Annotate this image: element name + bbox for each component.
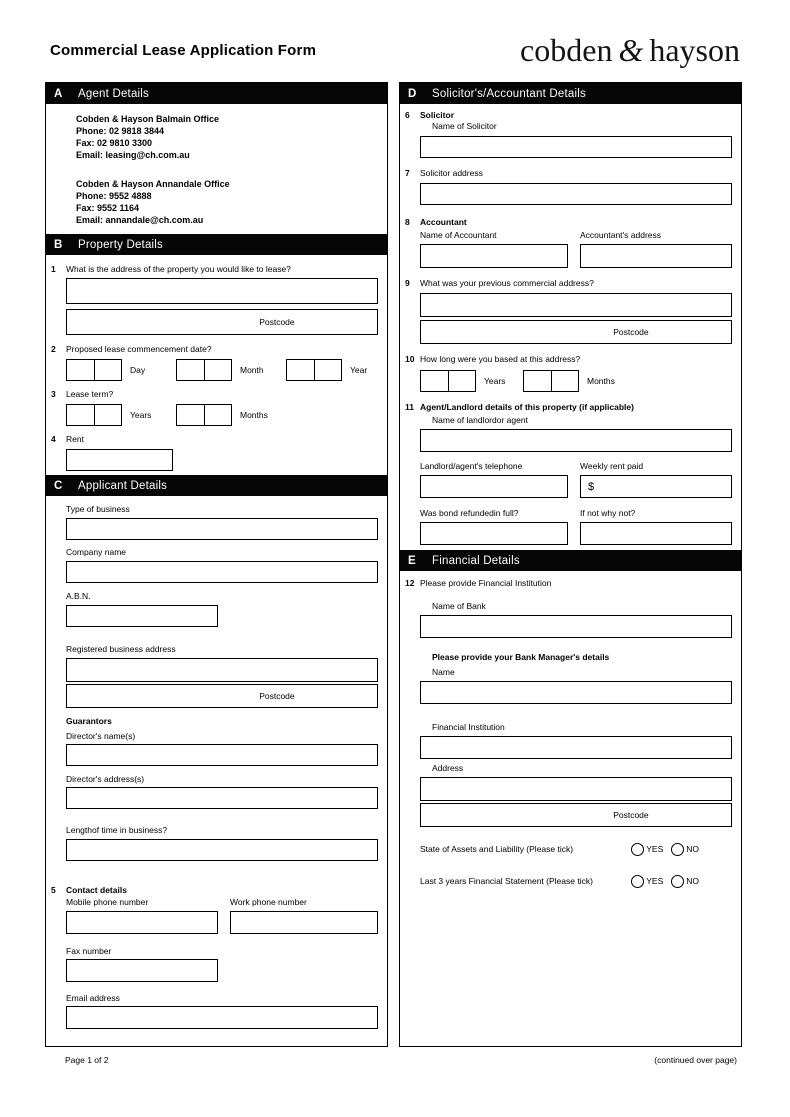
telephone-rent-labels-row: [420, 461, 732, 472]
landlord-telephone-label: Landlord/agent's telephone: [420, 461, 523, 471]
based-months-input[interactable]: [523, 370, 579, 392]
question-number: 6: [405, 110, 410, 120]
years-label: Years: [130, 410, 152, 420]
lease-day-input[interactable]: [66, 359, 122, 381]
weekly-rent-input[interactable]: [580, 475, 732, 498]
financial-institution-input[interactable]: [420, 736, 732, 759]
page-header: [0, 0, 790, 82]
question-number: 12: [405, 578, 415, 588]
previous-address-label: What was your previous commercial address?: [420, 278, 594, 288]
time-in-business-field: [66, 825, 378, 861]
manager-name-label: Name: [432, 667, 455, 677]
contact-details-heading: Contact details: [66, 885, 127, 895]
section-c-content: [46, 496, 387, 1029]
question-7: [405, 168, 732, 205]
commencement-date-label: Proposed lease commencement date?: [66, 344, 212, 354]
abn-label: A.B.N.: [66, 591, 91, 601]
page-number: Page 1 of 2: [65, 1055, 109, 1065]
dollar-sign: $: [588, 480, 595, 493]
directors-address-label: Director's address(s): [66, 774, 145, 784]
question-6: [405, 110, 732, 158]
company-name-label: Company name: [66, 547, 127, 557]
statement-yes-radio[interactable]: [631, 875, 644, 888]
right-column: [399, 82, 742, 1047]
months-label: Months: [240, 410, 268, 420]
assets-yes-radio[interactable]: [631, 843, 644, 856]
question-9: [405, 278, 732, 344]
manager-name-field: [420, 667, 732, 704]
registered-address-label: Registered business address: [66, 644, 176, 654]
month-label: Month: [240, 365, 264, 375]
section-d-title: Solicitor's/Accountant Details: [432, 87, 586, 100]
directors-address-field: [66, 774, 378, 809]
postcode-label: Postcode: [613, 810, 649, 820]
fax-number-label: Fax number: [66, 946, 112, 956]
email-field: [66, 993, 378, 1029]
section-e-header: [400, 550, 741, 571]
fax-number-input[interactable]: [66, 959, 218, 982]
question-2: [51, 344, 378, 381]
type-of-business-input[interactable]: [66, 518, 378, 540]
directors-address-input[interactable]: [66, 787, 378, 809]
assets-tick-group: [631, 843, 699, 856]
question-number: 11: [405, 402, 414, 412]
directors-names-label: Director's name(s): [66, 731, 136, 741]
lease-term-months-input[interactable]: [176, 404, 232, 426]
question-11: [405, 402, 732, 545]
weekly-rent-label: Weekly rent paid: [580, 461, 644, 471]
phone-inputs-row: [66, 911, 378, 934]
office-balmain: [76, 113, 378, 161]
section-e-letter: E: [408, 554, 416, 567]
section-d-header: [400, 83, 741, 104]
question-12: [405, 578, 732, 589]
work-phone-input[interactable]: [230, 911, 378, 934]
left-column: [45, 82, 388, 1047]
bank-address-field: [420, 763, 732, 827]
assets-no-radio[interactable]: [671, 843, 684, 856]
page-footer: [65, 1055, 737, 1065]
landlord-name-input[interactable]: [420, 429, 732, 452]
bank-name-field: [420, 601, 732, 638]
bank-name-input[interactable]: [420, 615, 732, 638]
section-b-header: [46, 234, 387, 255]
postcode-label: Postcode: [259, 317, 295, 327]
financial-institution-field: [420, 722, 732, 759]
why-not-input[interactable]: [580, 522, 732, 545]
company-name-input[interactable]: [66, 561, 378, 583]
solicitor-name-input[interactable]: [420, 136, 732, 158]
directors-names-field: [66, 731, 378, 766]
question-number: 8: [405, 217, 410, 227]
no-label: NO: [686, 844, 699, 854]
rent-input[interactable]: [66, 449, 173, 471]
office-email: Email: leasing@ch.com.au: [76, 150, 190, 160]
bond-refunded-label: Was bond refundedin full?: [420, 508, 519, 518]
statement-no-radio[interactable]: [671, 875, 684, 888]
question-number: 5: [51, 885, 56, 895]
section-b-title: Property Details: [78, 238, 164, 251]
section-c-title: Applicant Details: [78, 479, 168, 492]
section-a-letter: A: [54, 87, 63, 100]
lease-term-row: [66, 404, 378, 426]
lease-month-input[interactable]: [176, 359, 232, 381]
year-label: Year: [350, 365, 368, 375]
based-duration-label: How long were you based at this address?: [420, 354, 581, 364]
based-duration-row: [420, 370, 732, 392]
section-e-content: [400, 571, 741, 888]
financial-statement-row: [420, 875, 732, 888]
abn-field: [66, 591, 378, 627]
landlord-name-label: Name of landlordor agent: [432, 415, 528, 425]
fax-field: [66, 946, 378, 982]
assets-liability-label: State of Assets and Liability (Please tick): [420, 844, 574, 854]
office-phone: Phone: 02 9818 3844: [76, 126, 165, 136]
section-a-title: Agent Details: [78, 87, 149, 100]
section-a-content: [46, 104, 387, 234]
bond-refunded-input[interactable]: [420, 522, 568, 545]
mobile-phone-label: Mobile phone number: [66, 897, 149, 907]
question-number: 7: [405, 168, 410, 178]
no-label: NO: [686, 876, 699, 886]
question-10: [405, 354, 732, 392]
form-columns: [45, 82, 745, 1047]
bank-address-label: Address: [432, 763, 464, 773]
months-label: Months: [587, 376, 615, 386]
property-address-input[interactable]: [66, 278, 378, 304]
brand-logo: [520, 34, 740, 66]
commencement-date-row: [66, 359, 378, 381]
time-in-business-label: Lengthof time in business?: [66, 825, 168, 835]
page-title: Commercial Lease Application Form: [50, 42, 317, 59]
abn-input[interactable]: [66, 605, 218, 627]
section-c-letter: C: [54, 479, 63, 492]
bond-labels-row: [420, 508, 732, 519]
office-phone: Phone: 9552 4888: [76, 191, 152, 201]
previous-address-input[interactable]: [420, 293, 732, 317]
section-d-letter: D: [408, 87, 417, 100]
question-8: [405, 217, 732, 268]
day-label: Day: [130, 365, 146, 375]
accountant-name-field: [420, 230, 568, 268]
continued-note: (continued over page): [654, 1055, 737, 1065]
office-name: Cobden & Hayson Annandale Office: [76, 179, 230, 189]
telephone-rent-inputs-row: [420, 475, 732, 498]
office-annandale: [76, 178, 378, 226]
phone-labels-row: [66, 897, 378, 908]
lease-term-years-input[interactable]: [66, 404, 122, 426]
email-address-input[interactable]: [66, 1006, 378, 1029]
logo-text-right: hayson: [649, 32, 740, 68]
company-name-field: [66, 547, 378, 583]
landlord-details-heading: Agent/Landlord details of this property (if applicable): [420, 402, 634, 412]
accountant-address-input[interactable]: [580, 244, 732, 268]
time-in-business-input[interactable]: [66, 839, 378, 861]
registered-address-field: [66, 644, 378, 708]
accountant-heading: Accountant: [420, 217, 467, 227]
question-number: 10: [405, 354, 415, 364]
based-years-input[interactable]: [420, 370, 476, 392]
bank-address-input[interactable]: [420, 777, 732, 801]
section-c-header: [46, 475, 387, 496]
section-b-content: [46, 255, 387, 475]
registered-postcode-input[interactable]: [66, 684, 378, 708]
financial-institution-label: Financial Institution: [432, 722, 505, 732]
bank-postcode-input[interactable]: [420, 803, 732, 827]
question-5: [51, 885, 378, 1029]
question-number: 9: [405, 278, 410, 288]
section-e-title: Financial Details: [432, 554, 520, 567]
question-3: [51, 389, 378, 426]
question-1: [51, 264, 378, 335]
question-number: 1: [51, 264, 56, 274]
type-of-business-field: [66, 504, 378, 540]
yes-label: YES: [646, 876, 664, 886]
solicitor-name-label: Name of Solicitor: [432, 121, 497, 131]
statement-tick-group: [631, 875, 699, 888]
why-not-label: If not why not?: [580, 508, 636, 518]
bank-name-label: Name of Bank: [432, 601, 486, 611]
question-number: 2: [51, 344, 56, 354]
years-label: Years: [484, 376, 506, 386]
question-number: 3: [51, 389, 56, 399]
landlord-telephone-input[interactable]: [420, 475, 568, 498]
financial-institution-heading: Please provide Financial Institution: [420, 578, 552, 588]
accountant-address-label: Accountant's address: [580, 230, 662, 240]
solicitor-address-input[interactable]: [420, 183, 732, 205]
accountant-row: [420, 230, 732, 268]
question-4: [51, 434, 378, 471]
section-b-letter: B: [54, 238, 63, 251]
solicitor-address-label: Solicitor address: [420, 168, 483, 178]
assets-liability-row: [420, 843, 732, 856]
registered-address-input[interactable]: [66, 658, 378, 682]
bank-manager-heading: Please provide your Bank Manager's details: [432, 652, 610, 662]
question-number: 4: [51, 434, 56, 444]
property-postcode-input[interactable]: [66, 309, 378, 335]
property-address-label: What is the address of the property you would like to lease?: [66, 264, 291, 274]
solicitor-heading: Solicitor: [420, 110, 455, 120]
accountant-name-label: Name of Accountant: [420, 230, 497, 240]
office-email: Email: annandale@ch.com.au: [76, 215, 204, 225]
postcode-label: Postcode: [259, 691, 295, 701]
yes-label: YES: [646, 844, 664, 854]
section-d-content: [400, 104, 741, 550]
lease-term-label: Lease term?: [66, 389, 114, 399]
office-fax: Fax: 02 9810 3300: [76, 138, 153, 148]
financial-statement-label: Last 3 years Financial Statement (Please tick): [420, 876, 593, 886]
logo-text-left: cobden: [520, 32, 613, 68]
accountant-address-field: [580, 230, 732, 268]
office-name: Cobden & Hayson Balmain Office: [76, 114, 220, 124]
manager-name-input[interactable]: [420, 681, 732, 704]
accountant-name-input[interactable]: [420, 244, 568, 268]
guarantors-heading: Guarantors: [66, 716, 112, 726]
bond-inputs-row: [420, 522, 732, 545]
office-fax: Fax: 9552 1164: [76, 203, 140, 213]
lease-year-input[interactable]: [286, 359, 342, 381]
mobile-phone-input[interactable]: [66, 911, 218, 934]
section-a-header: [46, 83, 387, 104]
email-address-label: Email address: [66, 993, 120, 1003]
directors-names-input[interactable]: [66, 744, 378, 766]
postcode-label: Postcode: [613, 327, 649, 337]
type-of-business-label: Type of business: [66, 504, 130, 514]
logo-ampersand-icon: &: [618, 32, 644, 68]
previous-postcode-input[interactable]: [420, 320, 732, 344]
work-phone-label: Work phone number: [230, 897, 307, 907]
rent-label: Rent: [66, 434, 84, 444]
